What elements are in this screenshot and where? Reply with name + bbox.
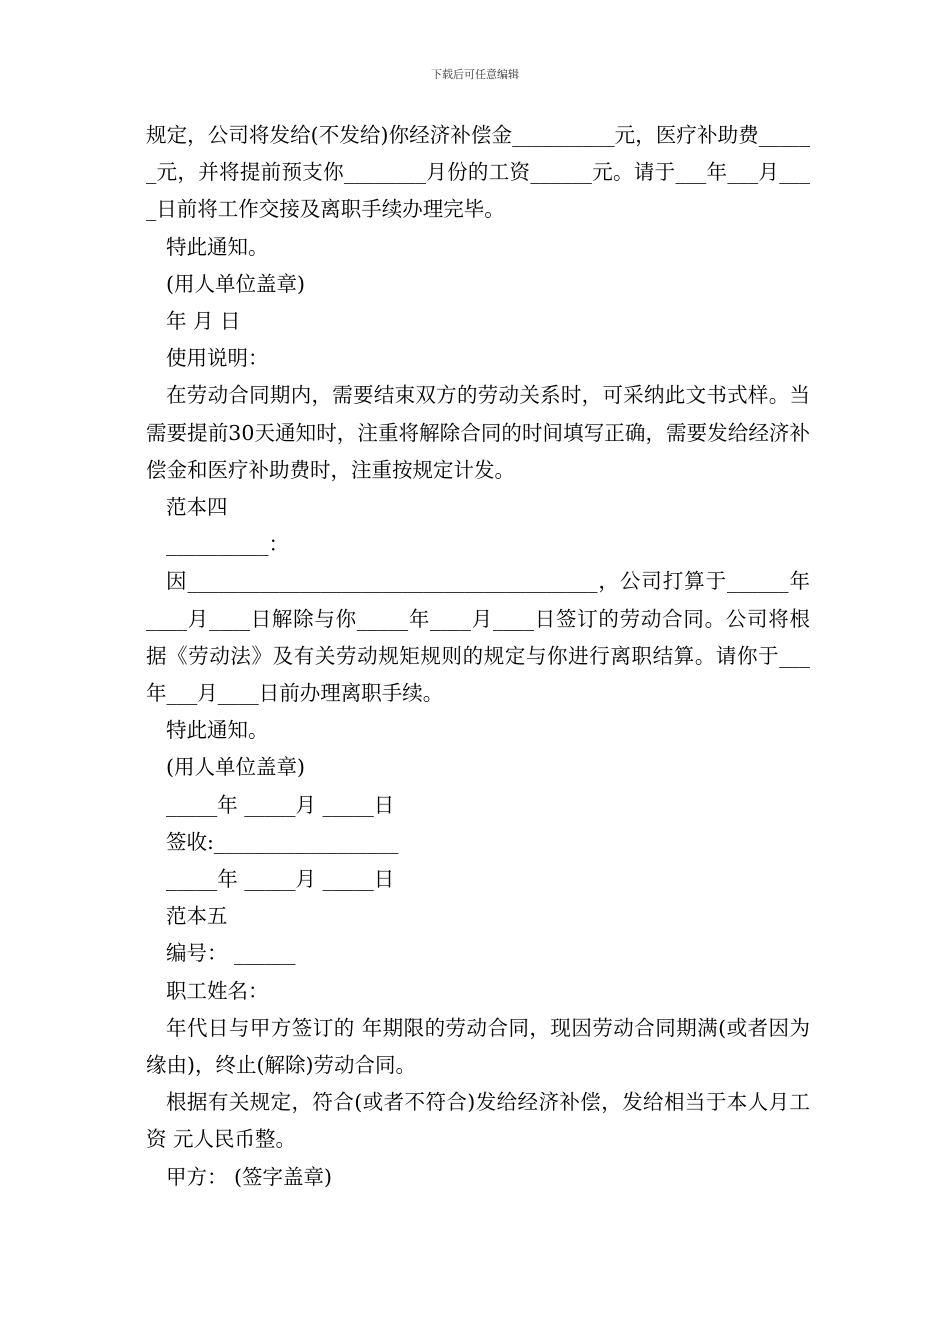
paragraph-date: 年 月 日 bbox=[166, 309, 241, 334]
document-body bbox=[146, 117, 810, 1196]
paragraph-seal: (用人单位盖章) bbox=[166, 271, 305, 296]
paragraph-contract-end: 年代日与甲方签订的 年期限的劳动合同，现因劳动合同期满(或者因为 缘由)，终止(解除)劳动合同。 bbox=[146, 1015, 810, 1078]
paragraph-usage-body: 在劳动合同期内，需要结束双方的劳动关系时，可采纳此文书式样。当需要提前30天通知时，注重将解除合同的时间填写正确，需要发给经济补偿金和医疗补助费时，注重按规定计发。 bbox=[146, 383, 810, 482]
section-title-template-4: 范本四 bbox=[166, 495, 228, 520]
paragraph-date-blank: _____年 _____月 _____日 bbox=[166, 792, 395, 817]
paragraph-usage-title: 使用说明： bbox=[166, 346, 269, 371]
paragraph-number: 编号： ______ bbox=[166, 941, 296, 966]
paragraph-signature: 签收:__________________ bbox=[166, 829, 399, 854]
page-header: 下载后可任意编辑 bbox=[431, 68, 519, 81]
paragraph-compensation-rule: 根据有关规定，符合(或者不符合)发给经济补偿，发给相当于本人月工资 元人民币整。 bbox=[146, 1090, 810, 1152]
paragraph-termination-body: 因________________________________________，公司打算于______年____月____日解除与你_____年____月____日签订的劳动合同。公司将根据《劳动法》及有关劳动规矩规则的规定与你进行离职结算。请你于___年___月____日前办理离职手续。 bbox=[146, 569, 810, 706]
paragraph-compensation: 规定，公司将发给(不发给)你经济补偿金__________元，医疗补助费______元，并将提前预支你________月份的工资______元。请于___年___月____日前将工作交接及离职手续办理完毕。 bbox=[146, 123, 810, 222]
paragraph-addressee: __________： bbox=[166, 532, 289, 557]
paragraph-notice-2: 特此通知。 bbox=[166, 718, 269, 743]
paragraph-employee-name: 职工姓名： bbox=[166, 978, 269, 1003]
paragraph-notice: 特此通知。 bbox=[166, 234, 269, 259]
paragraph-date-blank-2: _____年 _____月 _____日 bbox=[166, 867, 395, 892]
paragraph-party-a: 甲方： (签字盖章) bbox=[166, 1164, 333, 1189]
section-title-template-5: 范本五 bbox=[166, 904, 228, 929]
paragraph-seal-2: (用人单位盖章) bbox=[166, 755, 305, 780]
